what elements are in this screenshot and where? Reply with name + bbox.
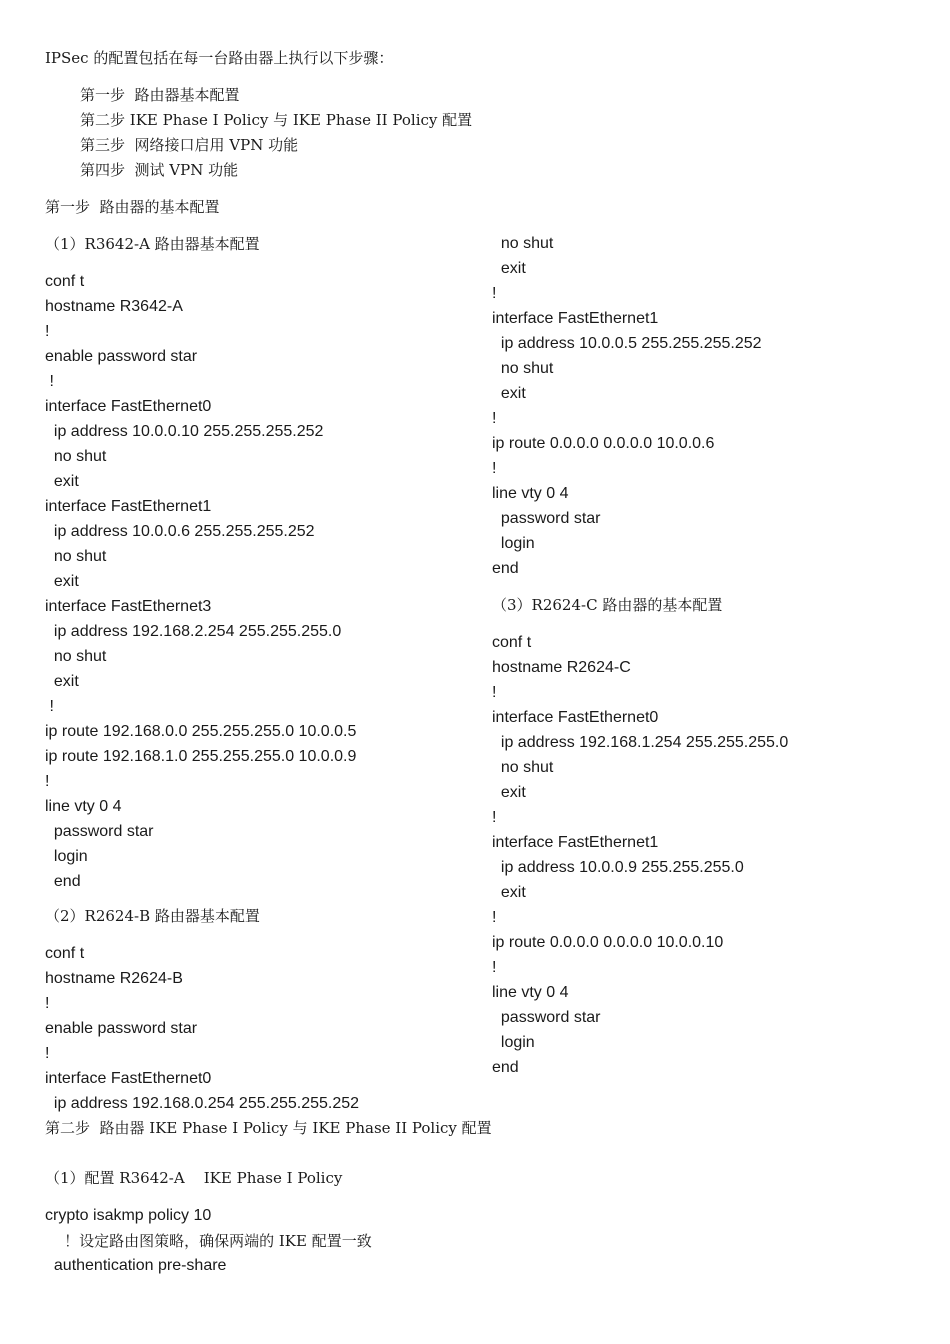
- config-line: conf t: [492, 634, 532, 651]
- config-line: ip address 192.168.1.254 255.255.255.0: [492, 734, 789, 751]
- subsection-heading: （1）R3642-A 路由器基本配置: [45, 235, 260, 253]
- config-line: interface FastEthernet0: [45, 398, 212, 415]
- config-line: interface FastEthernet0: [45, 1070, 212, 1087]
- config-line: exit: [492, 784, 526, 801]
- config-line: no shut: [492, 759, 554, 776]
- config-line: exit: [45, 673, 79, 690]
- intro-line: IPSec 的配置包括在每一台路由器上执行以下步骤：: [45, 49, 394, 67]
- config-line: end: [492, 560, 519, 577]
- config-line: ip route 0.0.0.0 0.0.0.0 10.0.0.10: [492, 934, 724, 951]
- intro-step: 第一步 路由器基本配置: [80, 86, 240, 104]
- config-line: ip route 192.168.0.0 255.255.255.0 10.0.0.5: [45, 723, 357, 740]
- config-line: line vty 0 4: [492, 485, 569, 502]
- config-line: ip address 192.168.0.254 255.255.255.252: [45, 1095, 360, 1112]
- config-line: ip route 0.0.0.0 0.0.0.0 10.0.0.6: [492, 435, 715, 452]
- config-line: end: [492, 1059, 519, 1076]
- config-line: enable password star: [45, 348, 198, 365]
- config-line: conf t: [45, 273, 85, 290]
- config-line: interface FastEthernet3: [45, 598, 212, 615]
- config-line: no shut: [492, 235, 554, 252]
- config-line: !: [45, 1045, 50, 1062]
- subsection-heading: （1）配置 R3642-A IKE Phase I Policy: [45, 1169, 343, 1187]
- config-line: interface FastEthernet0: [492, 709, 659, 726]
- config-line: exit: [45, 573, 79, 590]
- config-line: login: [45, 848, 88, 865]
- config-line: interface FastEthernet1: [45, 498, 212, 515]
- subsection-heading: （3）R2624-C 路由器的基本配置: [492, 596, 723, 614]
- config-line: hostname R2624-B: [45, 970, 183, 987]
- config-line: !: [45, 323, 50, 340]
- config-line: end: [45, 873, 81, 890]
- config-line: line vty 0 4: [492, 984, 569, 1001]
- config-line: !: [492, 285, 497, 302]
- config-line: exit: [492, 385, 526, 402]
- config-line: !: [45, 698, 54, 715]
- config-line: !: [492, 410, 497, 427]
- intro-step: 第二步 IKE Phase I Policy 与 IKE Phase II Policy 配置: [80, 111, 473, 129]
- config-line: interface FastEthernet1: [492, 834, 659, 851]
- config-line: !: [492, 909, 497, 926]
- config-line: ！设定路由图策略，确保两端的 IKE 配置一致: [45, 1232, 372, 1250]
- config-line: password star: [492, 510, 601, 527]
- config-line: exit: [492, 884, 526, 901]
- config-line: enable password star: [45, 1020, 198, 1037]
- config-line: password star: [45, 823, 154, 840]
- config-line: ip address 192.168.2.254 255.255.255.0: [45, 623, 342, 640]
- config-line: line vty 0 4: [45, 798, 122, 815]
- config-line: ip route 192.168.1.0 255.255.255.0 10.0.0.9: [45, 748, 357, 765]
- section-title: 第一步 路由器的基本配置: [45, 198, 220, 216]
- config-line: conf t: [45, 945, 85, 962]
- config-line: ip address 10.0.0.10 255.255.255.252: [45, 423, 324, 440]
- config-line: !: [45, 995, 50, 1012]
- config-line: exit: [492, 260, 526, 277]
- config-line: !: [45, 773, 50, 790]
- section-title: 第二步 路由器 IKE Phase I Policy 与 IKE Phase II Policy 配置: [45, 1119, 492, 1137]
- subsection-heading: （2）R2624-B 路由器基本配置: [45, 907, 260, 925]
- config-line: login: [492, 535, 535, 552]
- config-line: !: [492, 959, 497, 976]
- config-line: ip address 10.0.0.9 255.255.255.0: [492, 859, 744, 876]
- config-line: no shut: [45, 548, 107, 565]
- config-line: authentication pre-share: [45, 1257, 227, 1274]
- config-line: !: [492, 809, 497, 826]
- config-line: ip address 10.0.0.6 255.255.255.252: [45, 523, 315, 540]
- config-line: !: [45, 373, 54, 390]
- config-line: password star: [492, 1009, 601, 1026]
- config-line: hostname R2624-C: [492, 659, 631, 676]
- config-line: no shut: [45, 448, 107, 465]
- config-line: interface FastEthernet1: [492, 310, 659, 327]
- intro-step: 第四步 测试 VPN 功能: [80, 161, 239, 179]
- config-line: !: [492, 460, 497, 477]
- config-line: login: [492, 1034, 535, 1051]
- config-line: hostname R3642-A: [45, 298, 183, 315]
- config-line: crypto isakmp policy 10: [45, 1207, 212, 1224]
- config-line: no shut: [45, 648, 107, 665]
- config-line: exit: [45, 473, 79, 490]
- config-line: ip address 10.0.0.5 255.255.255.252: [492, 335, 762, 352]
- config-line: no shut: [492, 360, 554, 377]
- intro-step: 第三步 网络接口启用 VPN 功能: [80, 136, 299, 154]
- config-line: !: [492, 684, 497, 701]
